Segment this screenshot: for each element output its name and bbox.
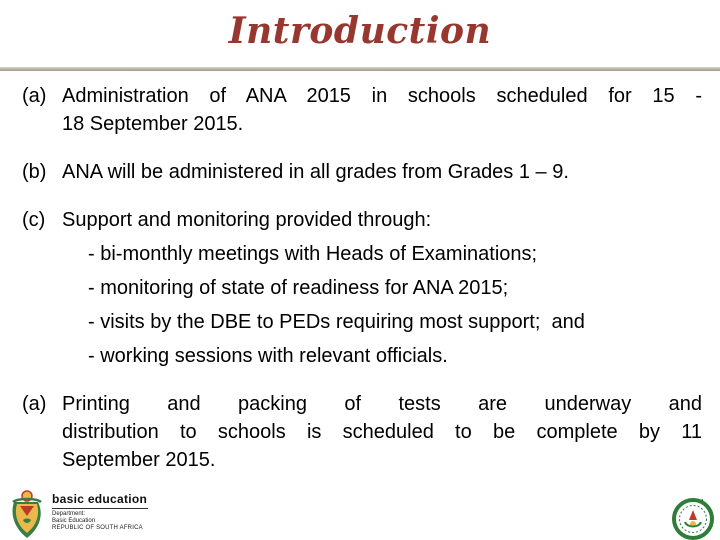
item-label: (a) — [22, 393, 47, 415]
list-item — [22, 206, 702, 370]
slide-content — [22, 82, 702, 494]
item-text — [62, 390, 702, 474]
item-text — [62, 158, 702, 186]
item-text-line: 18 September 2015. — [62, 113, 244, 135]
sub-item: - working sessions with relevant officials. — [88, 345, 448, 367]
item-text — [62, 206, 702, 370]
basic-education-logo — [8, 488, 148, 540]
item-label: (c) — [22, 209, 46, 231]
page-title: Introduction — [228, 10, 492, 52]
logo-dept-line3: REPUBLIC OF SOUTH AFRICA — [52, 525, 143, 531]
item-text-line: Support and monitoring provided through: — [62, 209, 432, 231]
sub-item: - monitoring of state of readiness for ANA 2015; — [88, 277, 509, 299]
coat-of-arms-icon — [8, 488, 46, 540]
item-text — [62, 82, 702, 138]
sub-item: - bi-monthly meetings with Heads of Examinations; — [88, 243, 538, 265]
list-item — [22, 82, 702, 138]
logo-department-lines — [52, 511, 148, 532]
logo-dept-line2: Basic Education — [52, 518, 96, 524]
list-item — [22, 390, 702, 474]
item-text-line: distribution to schools is scheduled to be complete by 11 — [62, 421, 702, 443]
circular-emblem-icon — [672, 498, 714, 540]
title-divider — [0, 67, 720, 71]
logo-text-block — [52, 488, 148, 532]
item-text-line: ANA will be administered in all grades from Grades 1 – 9. — [62, 161, 569, 183]
item-text-line: September 2015. — [62, 449, 216, 471]
item-label: (b) — [22, 161, 47, 183]
list-item — [22, 158, 702, 186]
item-text-line: Administration of ANA 2015 in schools scheduled for 15 - — [62, 85, 702, 107]
sub-item: - visits by the DBE to PEDs requiring most support; and — [88, 311, 585, 333]
logo-wordmark: basic education — [52, 492, 148, 509]
item-label: (a) — [22, 85, 47, 107]
logo-dept-line1: Department: — [52, 511, 86, 517]
item-text-line: Printing and packing of tests are underway and — [62, 393, 702, 415]
